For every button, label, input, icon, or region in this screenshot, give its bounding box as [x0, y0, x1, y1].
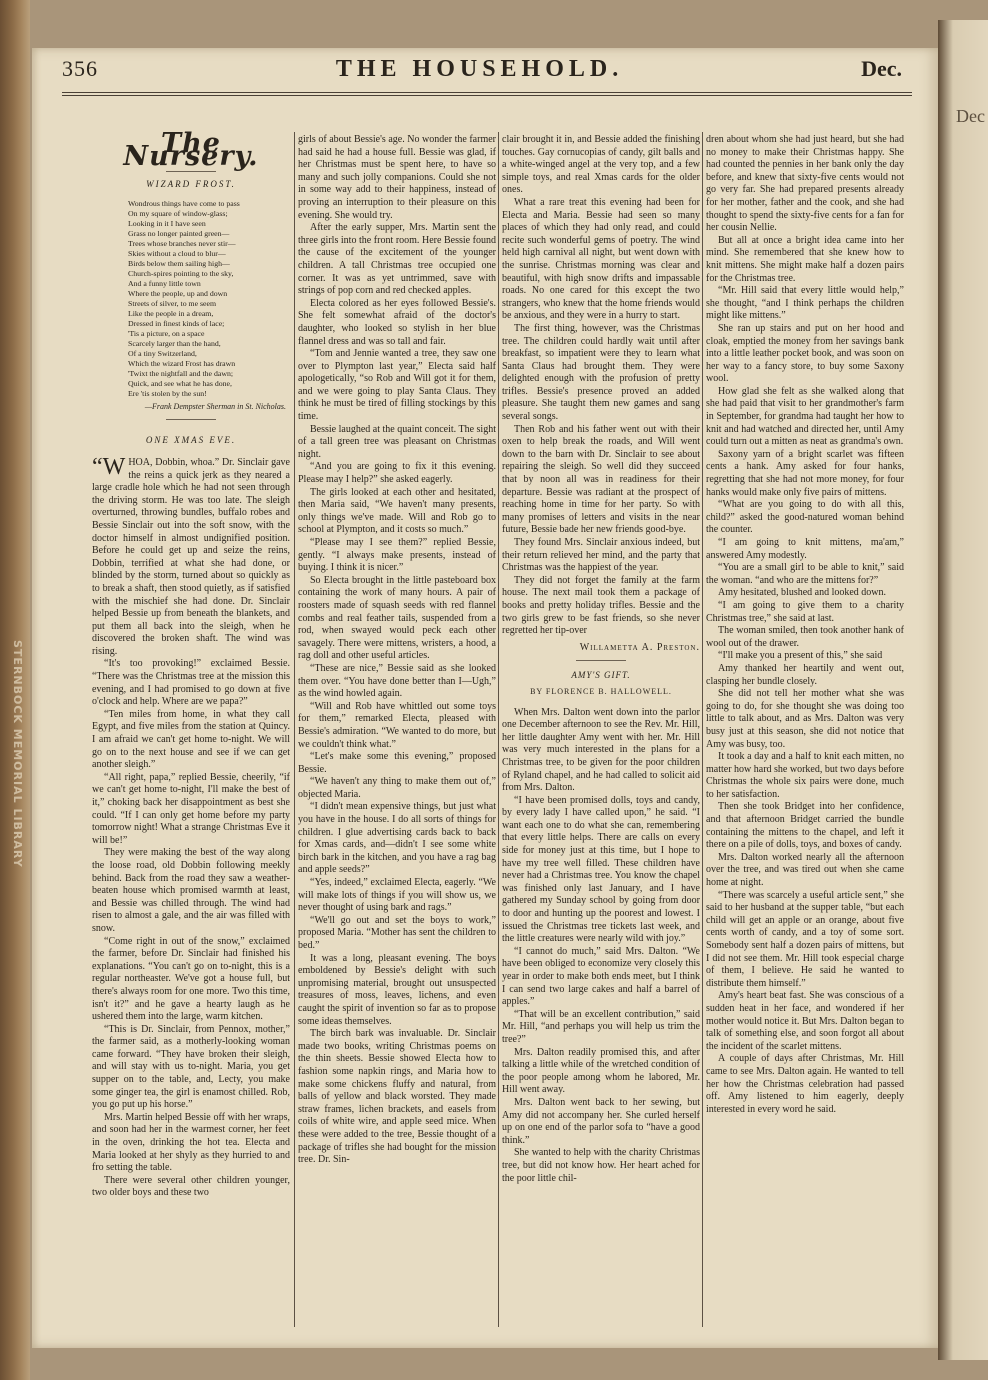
story-paragraph: It took a day and a half to knit each mitten, no matter how hard she worked, but two days before Christmas the whole six pairs were done, much to her satisfaction. [706, 751, 904, 800]
story-paragraph: They found Mrs. Sinclair anxious indeed, but their return relieved her mind, and the party that Christmas was the happiest of the year. [502, 537, 700, 574]
column-rule-3 [702, 132, 703, 1327]
poem-line: Quick, and see what he has done, [128, 378, 232, 388]
spine-stamp: STERNBOCK MEMORIAL LIBRARY [11, 640, 24, 868]
poem-line: Church-spires pointing to the sky, [128, 268, 234, 278]
poem-line: Where the people, up and down [128, 288, 228, 298]
poem-line: Dressed in finest kinds of lace; [128, 318, 225, 328]
section-divider [576, 660, 626, 661]
story-paragraph: The first thing, however, was the Christmas tree. The children could hardly wait until after breakfast, so impatient were they to learn what Santa Claus had brought them. They were delighted enough with the profusion of pretty trifles. Bessie's presence proved an added pleasure. She taught them new games and sang several songs. [502, 322, 700, 423]
story-paragraph: The birch bark was invaluable. Dr. Sinclair made two books, writing Christmas poems on the thin sheets. Bessie showed Electa how to fashion some napkin rings, and Maria how to make some chickens fluffy and natural, from balls of yellow and black worsted. They made straw frames, lichen brackets, and easels from coils of white wire, and apple seed mice. When these were added to the tree, Bessie thought of a package of trifles she had bought for the mission tree. Dr. Sin- [298, 1028, 496, 1166]
story-paragraph: They were making the best of the way along the loose road, old Dobbin following meekly behind. Back from the road they saw a weather-beaten house which promised warmth at least, and Bessie was chilled through. The wind had risen to almost a gale, and the air was filled with snow. [92, 847, 290, 934]
story-paragraph: After the early supper, Mrs. Martin sent the three girls into the front room. Here Bessie found the cause of the excitement of the younger children. A tall Christmas tree occupied one corner. It was as yet untrimmed, save with strings of pop corn and red checked apples. [298, 222, 496, 297]
story-paragraph: “And you are going to fix it this evening. Please may I help?” she asked eagerly. [298, 461, 496, 486]
story-paragraph: So Electa brought in the little pasteboard box containing the work of many hours. A pair of roosters made of squash seeds with red flannel combs and real feather tails, suspended from a rod, when swayed would peck each other savagely. There were mittens, wristers, a hood, a rag doll and other useful articles. [298, 574, 496, 662]
poem-line: Ere 'tis stolen by the sun! [128, 388, 207, 398]
story-paragraph: “Please may I see them?” replied Bessie, gently. “I always make presents, instead of buying. I think it is nicer.” [298, 537, 496, 574]
section-divider [166, 419, 216, 420]
section-title: The Nursery. [123, 128, 259, 172]
story-paragraph: She wanted to help with the charity Christmas tree, but did not know how. Her heart ached for the poor little chil- [502, 1147, 700, 1184]
story-paragraph: Saxony yarn of a bright scarlet was fifteen cents a hank. Amy asked for four hanks, regretting that she had not more money, for four hanks would make only five pairs of mittens. [706, 448, 904, 498]
story-title: AMY'S GIFT. [571, 670, 631, 681]
header-rule-bottom [62, 95, 912, 96]
story-paragraph: “Will and Rob have whittled out some toys for them,” remarked Electa, pleased with Bessie's admiration. “We wanted to do more, but we couldn't think what.” [298, 700, 496, 750]
poem-line: 'Tis a picture, on a space [128, 328, 205, 338]
story-paragraph: The girls looked at each other and hesitated, then Maria said, “We haven't many presents, only things we've made. Will and Rob go to school at Plympton, and it costs so much.” [298, 486, 496, 536]
story-paragraph: “We'll go out and set the boys to work,” proposed Maria. “Mother has sent the children to bed.” [298, 914, 496, 951]
story-paragraph: “That will be an excellent contribution,” said Mr. Hill, “and perhaps you will help us trim the tree?” [502, 1008, 700, 1045]
poem-line: Grass no longer painted green— [128, 228, 230, 238]
story-paragraph: How glad she felt as she walked along that she had paid that visit to her grandmother's farm in September, for grandma had taught her how to knit and had watched and directed her, until Amy could turn out a mitten as neat as grandma's own. [706, 385, 904, 448]
story-paragraph: When Mrs. Dalton went down into the parlor one December afternoon to see the Rev. Mr. Hill, her little daughter Amy went with her. Mr. Hill was very much interested in the plans for a Christmas tree, to be given for the poor children of Ryland chapel, and he had called to solicit aid from Mrs. Dalton. [502, 706, 700, 794]
story-paragraph: “You are a small girl to be able to knit,” said the woman. “and who are the mittens for?” [706, 562, 904, 586]
story-paragraph: “What are you going to do with all this, child?” asked the good-natured woman behind the counter. [706, 499, 904, 536]
story-signature: Willametta A. Preston. [579, 641, 700, 653]
poem-line: Wondrous things have come to pass [128, 198, 240, 208]
column-rule-1 [294, 132, 295, 1327]
story-paragraph: “I am going to knit mittens, ma'am,” answered Amy modestly. [706, 537, 904, 561]
story-paragraph: Amy's heart beat fast. She was conscious of a sudden heat in her face, and wondered if her mother would notice it. But Mrs. Dalton began to talk of something else, and soon forgot all about the incident of the scarlet mittens. [706, 990, 904, 1052]
poem-title: WIZARD FROST. [146, 179, 236, 190]
column-4 [706, 134, 904, 1116]
poem-line: Trees whose branches never stir— [128, 238, 236, 248]
magazine-page [32, 48, 938, 1348]
issue-month: Dec. [861, 56, 902, 81]
story-paragraph: Amy thanked her heartily and went out, clasping her bundle closely. [706, 662, 904, 687]
story-title: ONE XMAS EVE. [145, 435, 237, 446]
page-header [62, 56, 902, 90]
poem-line: 'Twixt the nightfall and the dawn; [128, 368, 234, 378]
story-paragraph: “This is Dr. Sinclair, from Pennox, mother,” the farmer said, as a motherly-looking woman came forward. “They have broken their sleigh, and will stay with us to-night. Maria, you get supper on to the table, and, Lecty, you make some ginger tea, the girl is enamost chilled. Rob, you go put up his horse.” [92, 1023, 290, 1111]
poem-line: Of a tiny Switzerland, [128, 348, 197, 358]
story-paragraph: Then Rob and his father went out with their oxen to help break the roads, and Will went down to the barn with Dr. Sinclair to see about repairing the sleigh. So well did they succeed that by noon all was in readiness for their departure. Bessie was radiant at the prospect of reaching home in time for her party. So with many promises of letters and visits in the near future, Bessie bade her new friends good-bye. [502, 423, 700, 536]
story-paragraph: The woman smiled, then took another hank of wool out of the drawer. [706, 625, 904, 649]
story-paragraph: A couple of days after Christmas, Mr. Hill came to see Mrs. Dalton again. He wanted to tell her how the Christmas celebration had passed off. Amy listened to him eagerly, deeply interested in every word he said. [706, 1053, 904, 1115]
story-paragraph: “Come right in out of the snow,” exclaimed the farmer, before Dr. Sinclair had finished his explanations. “You can't go on to-night, this is a regular northeaster. We've got a house full, but there's always room for one more. Two this time, isn't it?” and he gave a hearty laugh as he ushered them into the large, warm kitchen. [92, 935, 290, 1023]
adjacent-page-header: Dec [956, 106, 985, 126]
story-paragraph: Mrs. Dalton went back to her sewing, but Amy did not accompany her. She curled herself up on one end of the parlor sofa to “have a good think.” [502, 1096, 700, 1146]
column-3 [502, 134, 700, 1185]
header-rule-top [62, 92, 912, 93]
poem-line: Streets of silver, to me seem [128, 298, 217, 308]
story-paragraph: Then she took Bridget into her confidence, and that afternoon Bridget carried the bundle containing the mittens to the chapel, and left it there on a pile of dolls, toys, and boxes of candy. [706, 801, 904, 851]
story-byline: BY FLORENCE B. HALLOWELL. [530, 686, 672, 696]
story-paragraph: “These are nice,” Bessie said as she looked them over. “You have done better than I—Ugh,” as the wind howled again. [298, 662, 496, 700]
story-paragraph: “There was scarcely a useful article sent,” she said to her husband at the supper table, “but each child will get an apple or an orange, about five cents worth of candy, and a toy of some sort. Somebody sent half a dozen pairs of mittens, but I did not see them. Mr. Hill took especial charge of them, I believe. He said he wanted to distribute them himself.” [706, 889, 904, 989]
story-paragraph: They did not forget the family at the farm house. The next mail took them a package of books and pretty holiday trifles. Bessie and the two girls grew to be fast friends, so she never regretted her tip-over [502, 574, 700, 637]
column-2 [298, 134, 496, 1167]
story-paragraph: Mrs. Martin helped Bessie off with her wraps, and soon had her in the warmest corner, her feet in the oven, drinking the hot tea. Electa and Maria looked at her shyly as they hurried to and fro setting the table. [92, 1111, 290, 1174]
story-paragraph: Electa colored as her eyes followed Bessie's. She felt somewhat afraid of the doctor's daughter, who looked so stylish in her blue flannel dress and was so tall and fair. [298, 297, 496, 347]
poem-line: Which the wizard Frost has drawn [128, 358, 236, 368]
story-paragraph: “Let's make some this evening,” proposed Bessie. [298, 751, 496, 775]
story-paragraph: “We haven't any thing to make them out of,” objected Maria. [298, 776, 496, 800]
story-paragraph: Mrs. Dalton worked nearly all the afternoon over the tree, and was tired out when she came home at night. [706, 851, 904, 889]
story-paragraph: “I cannot do much,” said Mrs. Dalton. “We have been obliged to economize very closely this year in order to make both ends meet, but I think I can send two large cakes and half a barrel of apples.” [502, 945, 700, 1008]
story-paragraph: “Yes, indeed,” exclaimed Electa, eagerly. “We will make lots of things if you will show us, we never thought of using bark and rags.” [298, 877, 496, 914]
story-paragraph: “Ten miles from home, in what they call Egypt, and five miles from the station at Quincy. I am afraid we can't get home to-night. We will go on to the next house and see if we can get another sleigh.” [92, 708, 290, 771]
story-paragraph: Bessie laughed at the quaint conceit. The sight of a tall green tree was pleasant on Christmas night. [298, 423, 496, 460]
poem-line: On my square of window-glass; [128, 208, 228, 218]
poem-body [92, 199, 290, 399]
poem-line: Scarcely larger than the hand, [128, 338, 221, 348]
story-paragraph: “All right, papa,” replied Bessie, cheerily, “if we can't get home to-night, I'll make the best of it,” choking back her disappointment as best she could. “If I can only get home before my party tomorrow night! What a strange Christmas Eve it will be!” [92, 771, 290, 846]
story-paragraph: There were several other children younger, two older boys and these two [92, 1174, 290, 1199]
story-paragraph: She did not tell her mother what she was going to do, for she thought she was doing too little to talk about, and as Mrs. Dalton was very busy just at this season, she did not notice that Amy was busy, too. [706, 688, 904, 750]
drop-cap: “W [92, 453, 126, 480]
book-binding [0, 0, 30, 1380]
poem-line: Like the people in a dream, [128, 308, 214, 318]
poem-line: And a funny little town [128, 278, 201, 288]
poem-line: Looking in it I have seen [128, 218, 206, 228]
adjacent-page-edge [938, 20, 988, 1360]
story-paragraph: She ran up stairs and put on her hood and cloak, emptied the money from her savings bank into a little leather pocket book, and was soon on her way to a fancy store, to buy some Saxony wool. [706, 322, 904, 385]
story-paragraph: “Mr. Hill said that every little would help,” she thought, “and I think perhaps the children might like mittens.” [706, 285, 904, 322]
story-paragraph: Mrs. Dalton readily promised this, and after talking a little while of the wretched condition of the poor people among whom he labored, Mr. Hill went away. [502, 1046, 700, 1096]
story-paragraph: girls of about Bessie's age. No wonder the farmer had said he had a house full. Bessie was glad, if her Christmas must be spent here, to have so many and such jolly companions. Could she not in some way add to their happiness, instead of proving an interruption to their pleasure on this evening. She would try. [298, 134, 496, 221]
story-paragraph: “I have been promised dolls, toys and candy, by every lady I have called upon,” he said. “I want each one to do what she can, remembering that every little helps. There are calls on every side for money just at this time, but I hope to have my tree well filled. These children have never had a Christmas tree. You know the chapel was finished only last January, and I have gathered my Sunday school by going from door to door and hunting up the poorest and lowest. I issued the Christmas tree tickets last week, and the little creatures were nearly wild with joy.” [502, 794, 700, 945]
poem-line: Birds below them sailing high— [128, 258, 230, 268]
story-paragraph: It was a long, pleasant evening. The boys emboldened by Bessie's delight with such unpromising material, brought out unsuspected treasures of moss, leaves, lichens, and even caught the spirit of invention so far as to propose some ideas themselves. [298, 952, 496, 1027]
column-rule-2 [498, 132, 499, 1327]
masthead-title: THE HOUSEHOLD. [335, 56, 624, 82]
story-paragraph: Amy hesitated, blushed and looked down. [718, 587, 887, 599]
story-paragraph: dren about whom she had just heard, but she had no money to make their Christmas happy. She had counted the pennies in her bank only the day before, and knew that sixty-five cents would not go very far. She had prepared presents already for her mother, father and the cook, and she had thought to spend the sixty-five cents for a fan for her cousin Nellie. [706, 134, 904, 234]
story-paragraph: “I am going to give them to a charity Christmas tree,” she said at last. [706, 599, 904, 624]
story-paragraph: “I'll make you a present of this,” she said [718, 650, 883, 662]
story-paragraph: “I didn't mean expensive things, but just what you have in the house. I do all sorts of things for children. I glue advertising cards back to back for Xmas cards, and—didn't I see some white birch bark in the kitchen, and you have a rag bag and apple seeds?” [298, 801, 496, 876]
poem-line: Skies without a cloud to blur— [128, 248, 226, 258]
poem-byline: —Frank Dempster Sherman in St. Nicholas. [144, 401, 286, 411]
page-number: 356 [62, 56, 98, 81]
story-paragraph: “Tom and Jennie wanted a tree, they saw one over to Plympton last year,” Electa said half apologetically, “so Rob and Will got it for them, and we were going to play Santa Claus. They think he must be tired of filling stockings by this time. [298, 348, 496, 423]
story-paragraph: clair brought it in, and Bessie added the finishing touches. Gay cornucopias of candy, gilt balls and a white-winged angel at the very top, and a few simple toys, and real Xmas cards for the older ones. [502, 134, 700, 196]
story-paragraph: What a rare treat this evening had been for Electa and Maria. Bessie had seen so many places of which they had only read, and could recite such wonderful gems of poetry. The wind held high carnival all night, but went down with the sunrise. Christmas morning was clear and beautiful, with high snow drifts and impassable roads. No one cared for this except the two strangers, who knew that the home friends would be anxious, and they were in a hurry to start. [502, 196, 700, 322]
story-paragraph: “WHOA, Dobbin, whoa.” Dr. Sinclair gave the reins a quick jerk as they neared a large cradle hole which he had not seen through the driving storm. He was too late. The sleigh overturned, throwing bundles, buffalo robes and Bessie Sinclair out into the soft snow, with the doctor himself in almost undignified position. Before he could get up and seize the reins, Dobbin, terrified at what she had done, or blinded by the storm, turned about so quickly as to break a shaft, then stood quietly, as if satisfied with the mischief she had done. Dr. Sinclair helped Bessie up from beneath the blankets, and put them all back into the sleigh, when he discovered the broken shaft. The wind was rising. [92, 453, 290, 657]
story-paragraph: “It's too provoking!” exclaimed Bessie. “There was the Christmas tree at the mission this evening, and I had promised to go down at five o'clock and help. Where are we papa?” [92, 658, 290, 708]
story-paragraph: But all at once a bright idea came into her mind. She remembered that she knew how to knit mittens. She might make half a dozen pairs for the Christmas tree. [706, 234, 904, 284]
column-1 [92, 128, 290, 1200]
